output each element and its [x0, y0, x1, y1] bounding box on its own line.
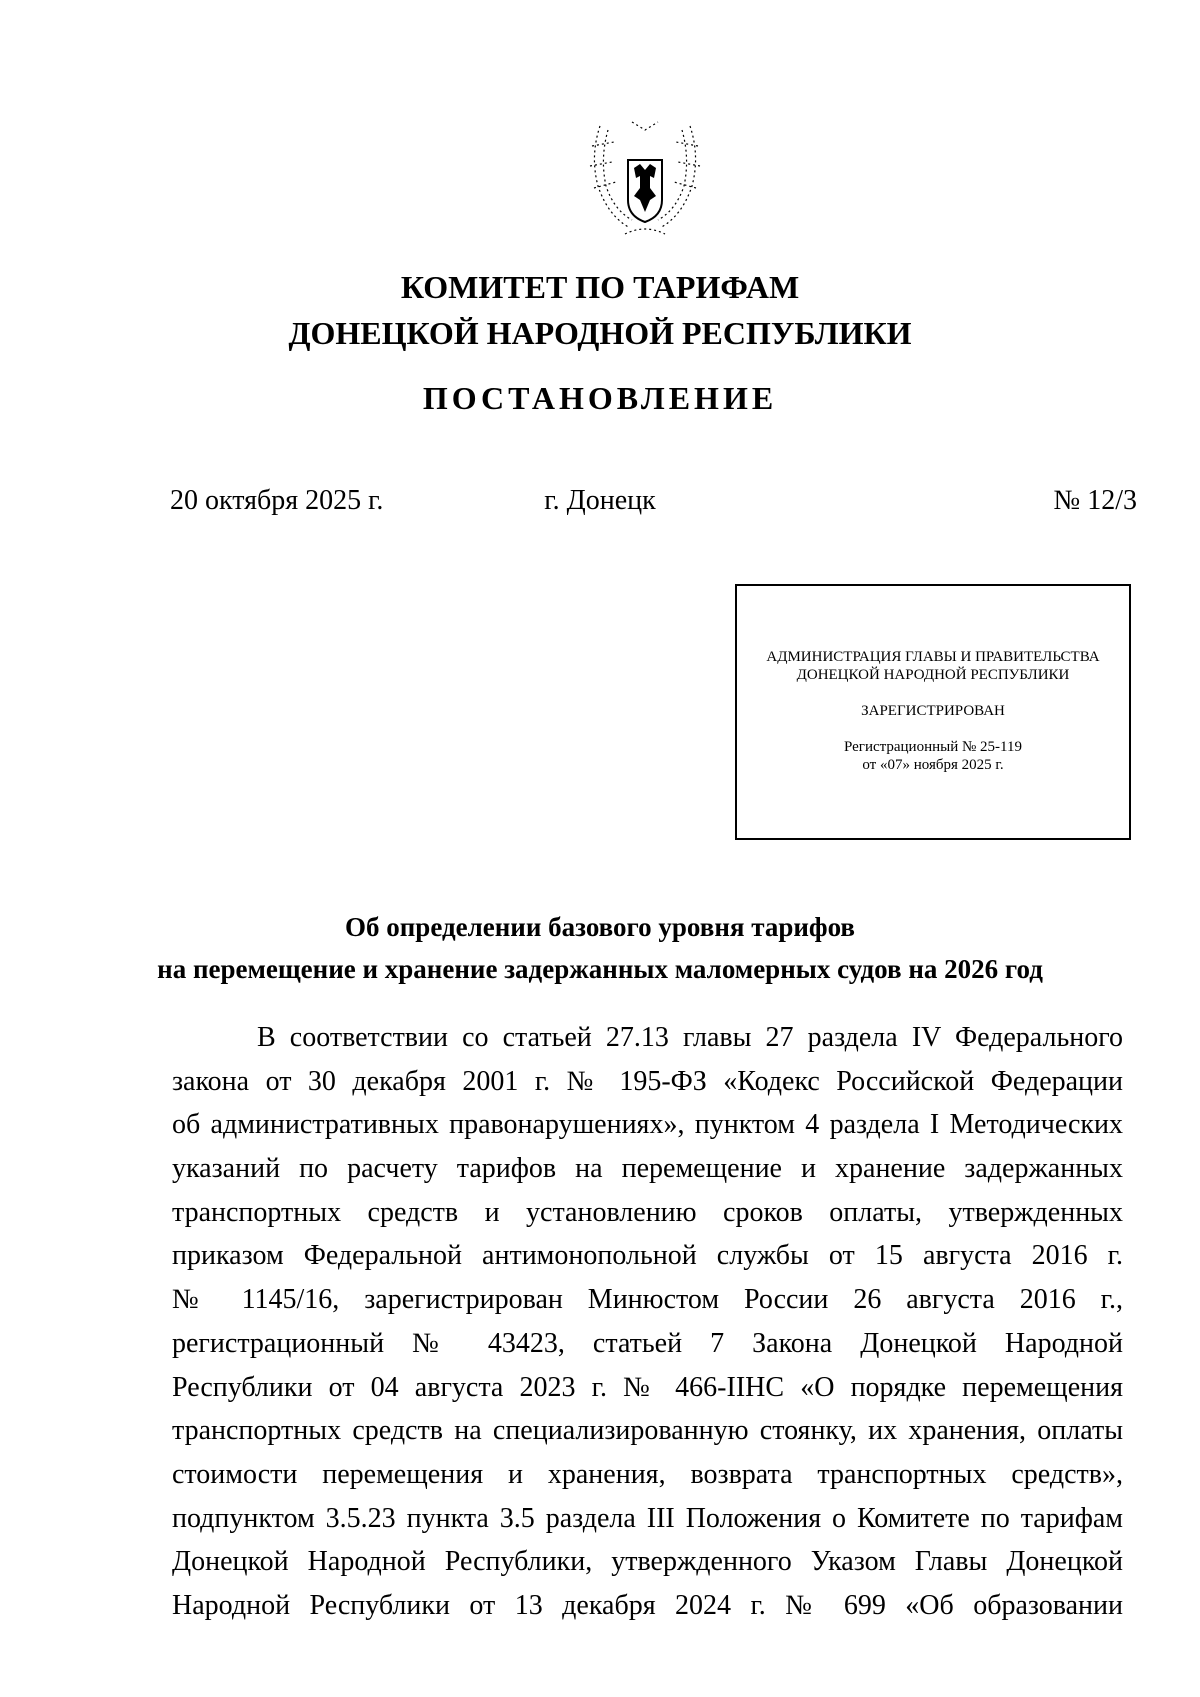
- title-line-2: на перемещение и хранение задержанных маломерных судов на 2026 год: [157, 954, 1043, 984]
- body-line: В соответствии со статьей 27.13 главы 27 раздела IV Федерального: [257, 1022, 1123, 1053]
- body-line: регистрационный № 43423, статьей 7 Закона Донецкой Народной: [172, 1327, 1123, 1359]
- body-line: Донецкой Народной Республики, утвержденного Указом Главы Донецкой: [172, 1546, 1123, 1578]
- body-line: транспортных средств и установлению сроков оплаты, утвержденных: [172, 1196, 1123, 1228]
- stamp-authority-line-1: АДМИНИСТРАЦИЯ ГЛАВЫ И ПРАВИТЕЛЬСТВА: [766, 649, 1100, 665]
- document-body: [172, 1016, 1123, 1628]
- document-city: г. Донецк: [544, 485, 656, 516]
- document-type: ПОСТАНОВЛЕНИЕ: [422, 380, 778, 416]
- body-line: приказом Федеральной антимонопольной службы от 15 августа 2016 г.: [172, 1240, 1123, 1272]
- body-line: стоимости перемещения и хранения, возврата транспортных средств»,: [172, 1458, 1123, 1490]
- body-line: Народной Республики от 13 декабря 2024 г. № 699 «Об образовании: [172, 1589, 1123, 1621]
- org-line-2: ДОНЕЦКОЙ НАРОДНОЙ РЕСПУБЛИКИ: [288, 315, 912, 351]
- stamp-reg-date: от «07» ноября 2025 г.: [862, 757, 1004, 773]
- org-line-1: КОМИТЕТ ПО ТАРИФАМ: [400, 269, 800, 305]
- document-number: № 12/3: [1053, 485, 1137, 516]
- body-line: транспортных средств на специализированную стоянку, их хранения, оплаты: [172, 1415, 1123, 1447]
- registration-stamp: [735, 584, 1131, 840]
- document-title: [0, 906, 1200, 990]
- body-line: указаний по расчету тарифов на перемещение и хранение задержанных: [172, 1153, 1123, 1185]
- body-line: № 1145/16, зарегистрирован Минюстом России 26 августа 2016 г.,: [172, 1284, 1123, 1316]
- stamp-authority-line-2: ДОНЕЦКОЙ НАРОДНОЙ РЕСПУБЛИКИ: [796, 667, 1070, 683]
- stamp-status: ЗАРЕГИСТРИРОВАН: [861, 703, 1005, 719]
- title-line-1: Об определении базового уровня тарифов: [345, 912, 855, 942]
- body-line: закона от 30 декабря 2001 г. № 195-ФЗ «Кодекс Российской Федерации: [172, 1065, 1123, 1097]
- stamp-reg-number: Регистрационный № 25-119: [843, 739, 1022, 755]
- organization-name: [0, 264, 1200, 356]
- body-line: подпунктом 3.5.23 пункта 3.5 раздела III Положения о Комитете по тарифам: [172, 1502, 1123, 1534]
- body-line: Республики от 04 августа 2023 г. № 466-IIНС «О порядке перемещения: [172, 1371, 1123, 1403]
- body-line: об административных правонарушениях», пунктом 4 раздела I Методических: [172, 1109, 1123, 1141]
- dpr-coat-of-arms-icon: [570, 116, 720, 240]
- document-date: 20 октября 2025 г.: [170, 485, 384, 516]
